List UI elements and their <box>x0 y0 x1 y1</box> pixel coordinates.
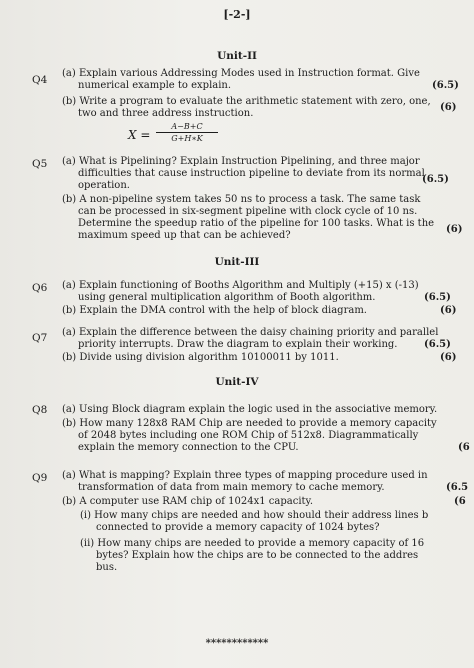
q5a-marks: (6.5) <box>422 174 449 185</box>
q7a-line-1: (a) Explain the difference between the daisy chaining priority and parallel <box>62 327 439 338</box>
q5a-line-1: (a) What is Pipelining? Explain Instruction Pipelining, and three major <box>62 156 420 167</box>
formula-lhs: X = <box>128 128 151 142</box>
q5-number: Q5 <box>32 158 48 170</box>
unit-ii-heading: Unit-II <box>217 50 257 62</box>
q6b-marks: (6) <box>440 305 457 316</box>
page-number: [-2-] <box>223 8 251 21</box>
q9-i-line-1: (i) How many chips are needed and how should their address lines b <box>80 510 429 521</box>
q9-ii-line-2: bytes? Explain how the chips are to be connected to the addres <box>96 550 419 561</box>
q9-number: Q9 <box>32 472 48 484</box>
q9a-line-1: (a) What is mapping? Explain three types of mapping procedure used in <box>62 470 428 481</box>
q6-number: Q6 <box>32 282 48 294</box>
q6a-marks: (6.5) <box>424 292 451 303</box>
q5a-line-2: difficulties that cause instruction pipeline to deviate from its normal <box>78 168 425 179</box>
q4b-marks: (6) <box>440 102 457 113</box>
q9b-marks: (6 <box>454 496 466 507</box>
q5b-marks: (6) <box>446 224 463 235</box>
q9a-marks: (6.5 <box>446 482 469 493</box>
footer-stars: ************ <box>205 638 269 649</box>
unit-iv-heading: Unit-IV <box>215 376 259 388</box>
q8-number: Q8 <box>32 404 48 416</box>
q9-ii-line-3: bus. <box>96 562 118 573</box>
q5b-line-4: maximum speed up that can be achieved? <box>78 230 291 241</box>
q6a-line-2: using general multiplication algorithm of Booth algorithm. <box>78 292 376 303</box>
unit-iii-heading: Unit-III <box>214 256 260 268</box>
q8b-marks: (6 <box>458 442 470 453</box>
q7a-line-2: priority interrupts. Draw the diagram to explain their working. <box>78 339 398 350</box>
q5b-line-2: can be processed in six-segment pipeline with clock cycle of 10 ns. <box>78 206 418 217</box>
q8b-line-2: of 2048 bytes including one ROM Chip of 512x8. Diagrammatically <box>78 430 419 441</box>
q4b-line-1: (b) Write a program to evaluate the arithmetic statement with zero, one, <box>62 96 431 107</box>
formula-denominator: G+H∗K <box>171 134 203 143</box>
q7a-marks: (6.5) <box>424 339 451 350</box>
q8b-line-1: (b) How many 128x8 RAM Chip are needed to provide a memory capacity <box>62 418 437 429</box>
q4-number: Q4 <box>32 74 48 86</box>
q6a-line-1: (a) Explain functioning of Booths Algorithm and Multiply (+15) x (-13) <box>62 280 419 291</box>
q7-number: Q7 <box>32 332 48 344</box>
q5a-line-3: operation. <box>78 180 130 191</box>
q7b-marks: (6) <box>440 352 457 363</box>
q8a-line-1: (a) Using Block diagram explain the logic used in the associative memory. <box>62 404 438 415</box>
q4a-marks: (6.5) <box>432 80 459 91</box>
q7b-line-1: (b) Divide using division algorithm 10100011 by 1011. <box>62 352 339 363</box>
q5b-line-1: (b) A non-pipeline system takes 50 ns to process a task. The same task <box>62 194 421 205</box>
q4a-line-1: (a) Explain various Addressing Modes used in Instruction format. Give <box>62 68 420 79</box>
q4a-line-2: numerical example to explain. <box>78 80 232 91</box>
q9-ii-line-1: (ii) How many chips are needed to provide a memory capacity of 16 <box>80 538 425 549</box>
q6b-line-1: (b) Explain the DMA control with the help of block diagram. <box>62 305 367 316</box>
q9b-line-1: (b) A computer use RAM chip of 1024x1 capacity. <box>62 496 314 507</box>
q5b-line-3: Determine the speedup ratio of the pipeline for 100 tasks. What is the <box>78 218 435 229</box>
formula-numerator: A−B+C <box>171 122 203 131</box>
q4b-line-2: two and three address instruction. <box>78 108 254 119</box>
q8b-line-3: explain the memory connection to the CPU. <box>78 442 299 453</box>
q9a-line-2: transformation of data from main memory to cache memory. <box>78 482 385 493</box>
q9-i-line-2: connected to provide a memory capacity of 1024 bytes? <box>96 522 380 533</box>
